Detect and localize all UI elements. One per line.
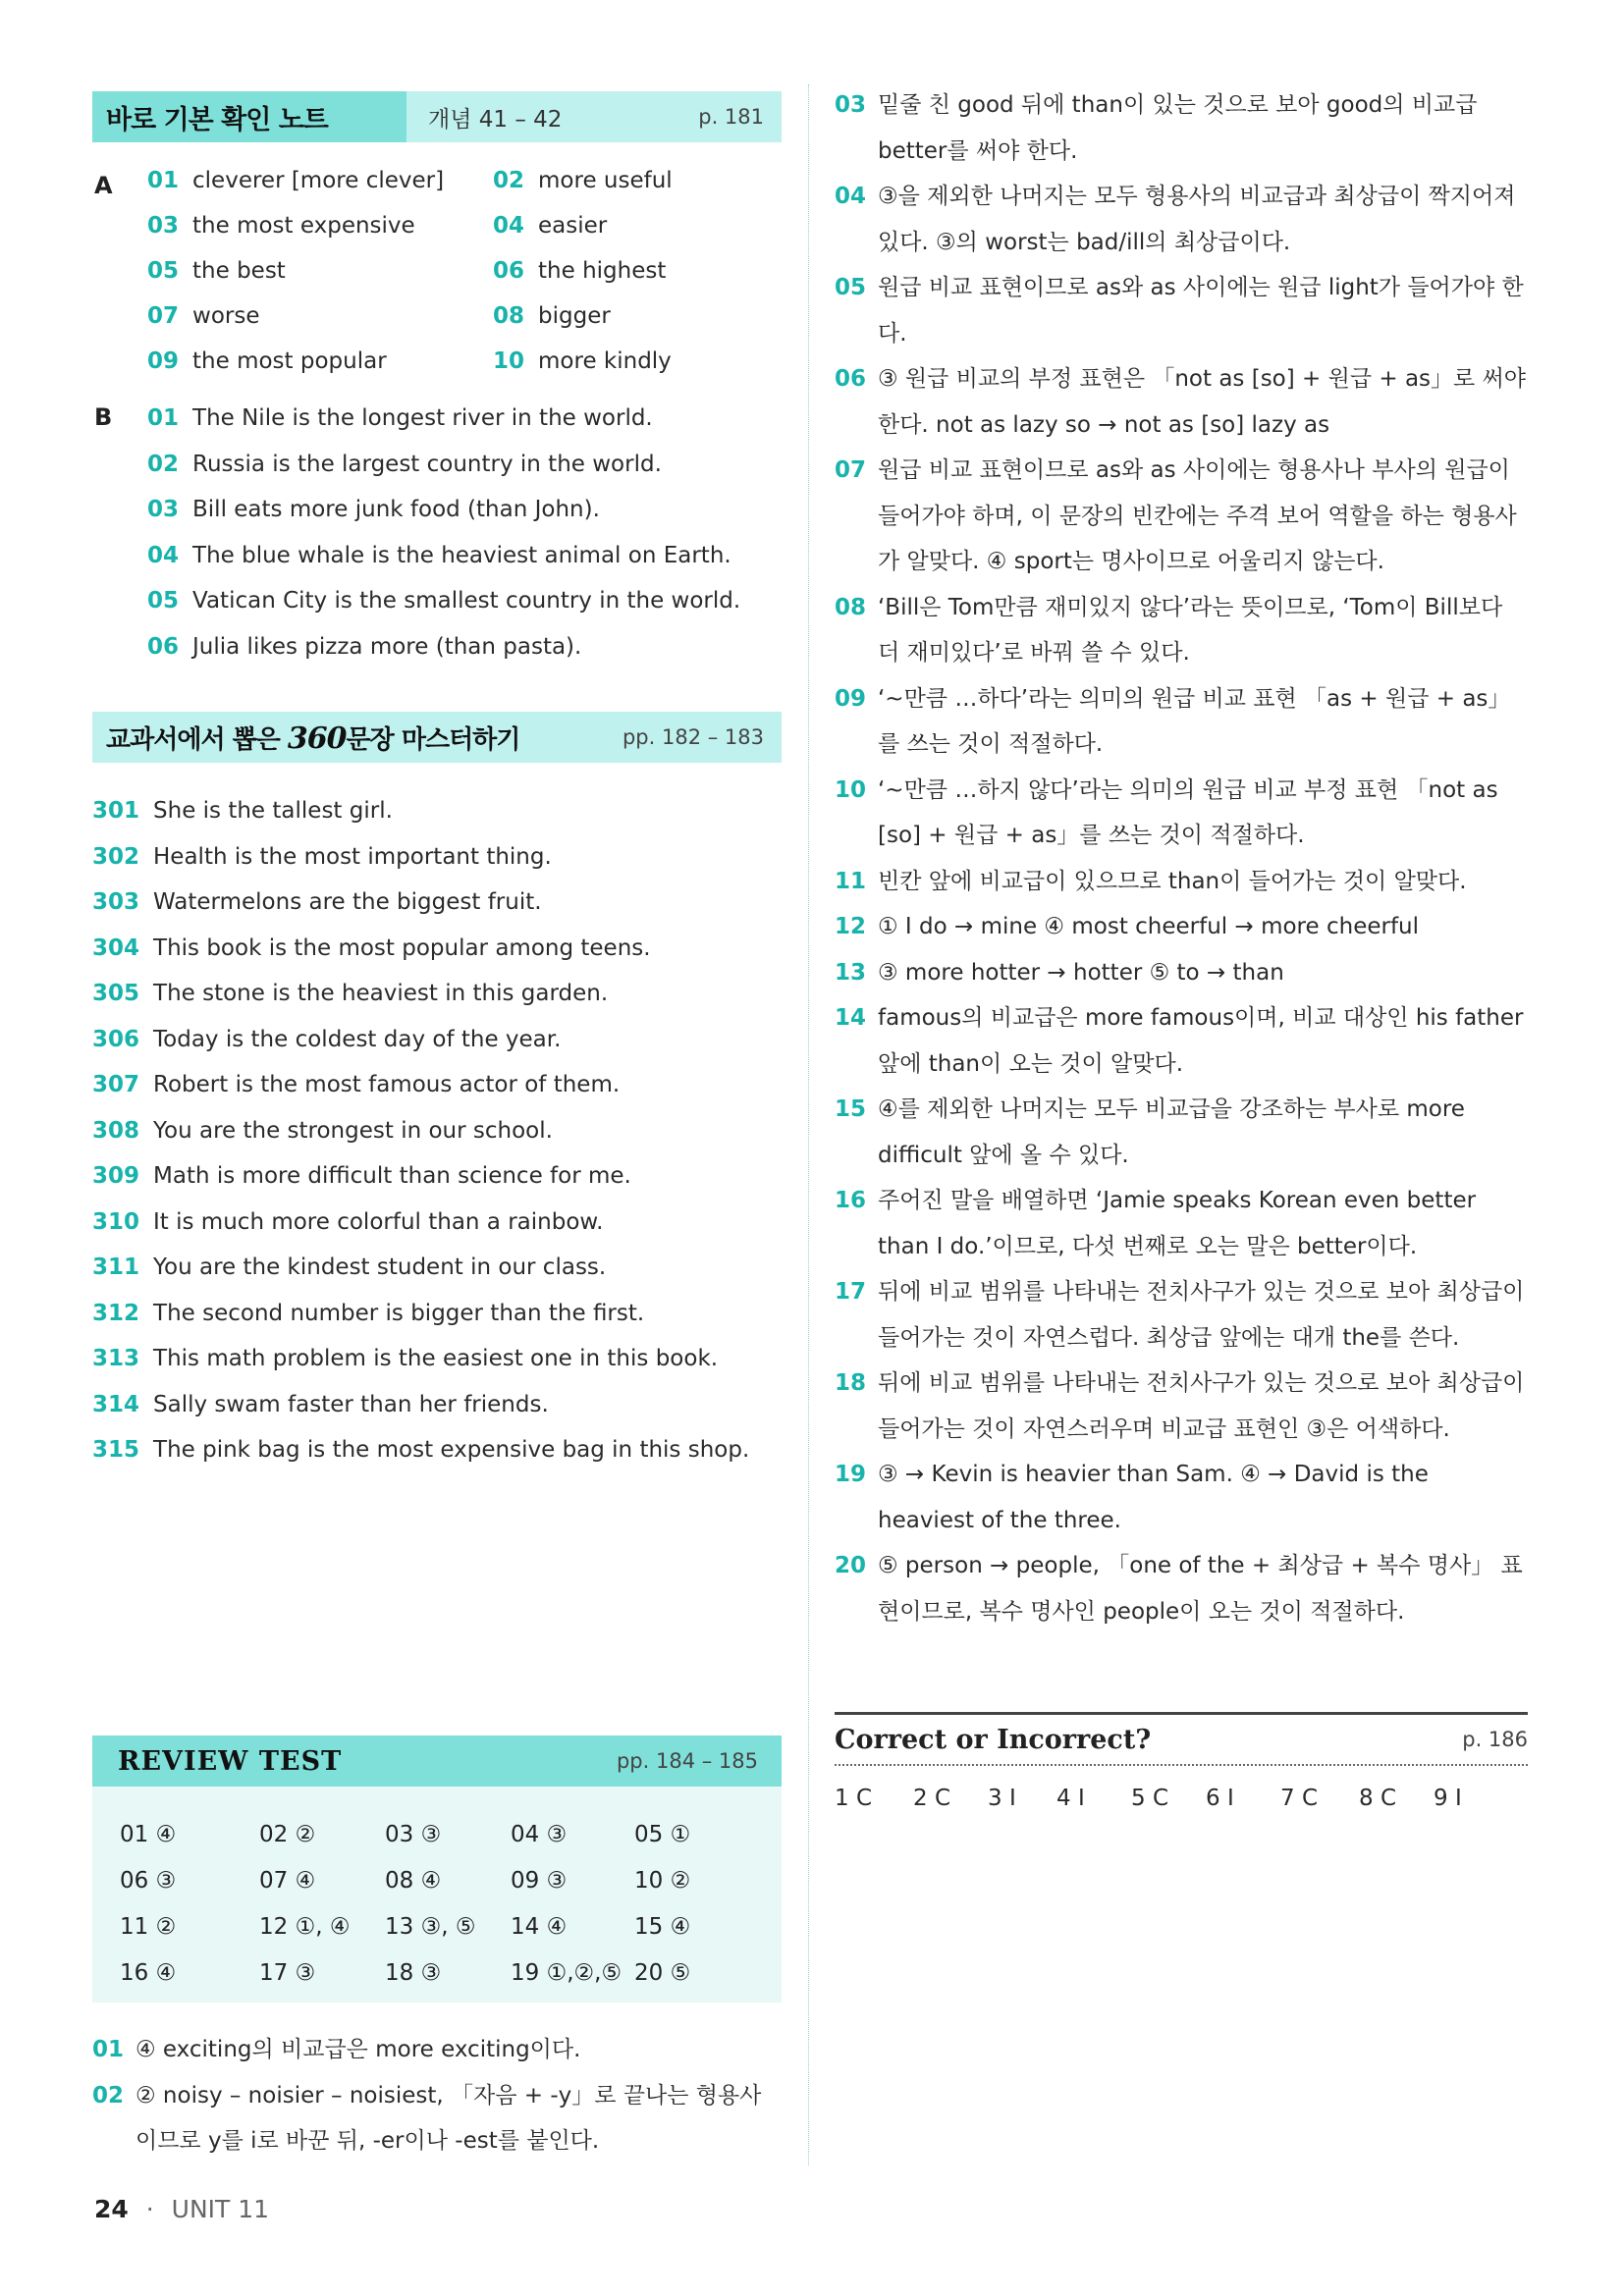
footer-separator: ·	[145, 2195, 154, 2223]
explanation-item: 03 밑줄 친 good 뒤에 than이 있는 것으로 보아 good의 비교급 better를 써야 한다.	[835, 92, 1478, 164]
review-answer: 01 ④	[120, 1822, 177, 1847]
correct-answer: 6 I	[1206, 1786, 1234, 1811]
review-answers	[92, 1787, 782, 2002]
correct-answer: 3 I	[988, 1786, 1016, 1811]
b-item: 04 The blue whale is the heaviest animal on Earth.	[147, 542, 731, 568]
b-item: 05 Vatican City is the smallest country in the world.	[147, 588, 741, 614]
a-item: 02 more useful	[493, 168, 673, 193]
b-item: 06 Julia likes pizza more (than pasta).	[147, 633, 582, 660]
basic-meta: 개념 41 – 42	[428, 106, 563, 133]
master-item: 305 The stone is the heaviest in this garden.	[92, 981, 609, 1006]
a-item: 04 easier	[493, 213, 608, 239]
review-answer: 20 ⑤	[634, 1960, 691, 1986]
a-item: 09 the most popular	[147, 348, 387, 374]
a-item: 10 more kindly	[493, 348, 672, 374]
correct-section	[835, 1712, 1528, 1811]
explanation-item: 01 ④ exciting의 비교급은 more exciting이다.	[92, 2037, 581, 2062]
explanation-item: 13 ③ more hotter → hotter ⑤ to → than	[835, 959, 1284, 986]
review-answer: 03 ③	[385, 1822, 442, 1847]
explanation-item: 09 ‘~만큼 …하다’라는 의미의 원급 비교 표현 「as + 원급 + as」를 쓰는 것이 적절하다.	[835, 685, 1511, 757]
master-item: 310 It is much more colorful than a rainbow.	[92, 1208, 604, 1235]
basic-header	[92, 91, 782, 142]
a-item: 06 the highest	[493, 258, 667, 284]
explanation-item: 15 ④를 제외한 나머지는 모두 비교급을 강조하는 부사로 more difficult 앞에 올 수 있다.	[835, 1096, 1465, 1168]
review-answer: 04 ③	[511, 1822, 568, 1847]
review-answer: 12 ①, ④	[259, 1914, 351, 1940]
explanation-item: 08 ‘Bill은 Tom만큼 재미있지 않다’라는 뜻이므로, ‘Tom이 Bill보다 더 재미있다’로 바꿔 쓸 수 있다.	[835, 594, 1503, 666]
correct-answer: 9 I	[1434, 1786, 1462, 1811]
section-a	[92, 168, 782, 392]
explanation-item: 04 ③을 제외한 나머지는 모두 형용사의 비교급과 최상급이 짝지어져 있다. ③의 worst는 bad/ill의 최상급이다.	[835, 184, 1516, 255]
column-divider	[808, 84, 809, 2165]
explanation-item: 16 주어진 말을 배열하면 ‘Jamie speaks Korean even better than I do.’이므로, 다섯 번째로 오는 말은 better이다.	[835, 1188, 1477, 1259]
master-page: pp. 182 – 183	[622, 725, 764, 749]
correct-answer: 4 I	[1056, 1786, 1085, 1811]
master-item: 309 Math is more difficult than science for me.	[92, 1163, 631, 1189]
master-item: 306 Today is the coldest day of the year.	[92, 1026, 562, 1052]
a-item: 05 the best	[147, 258, 286, 284]
section-b-letter: B	[94, 403, 113, 431]
b-item: 01 The Nile is the longest river in the world.	[147, 405, 653, 431]
review-answer: 18 ③	[385, 1960, 442, 1986]
master-item: 303 Watermelons are the biggest fruit.	[92, 889, 542, 915]
a-item: 07 worse	[147, 303, 260, 329]
review-answer: 02 ②	[259, 1822, 316, 1847]
review-answer: 09 ③	[511, 1868, 568, 1894]
left-column	[92, 91, 782, 1477]
correct-title: Correct or Incorrect?	[835, 1724, 1152, 1755]
review-answer: 10 ②	[634, 1868, 691, 1894]
explanation-item: 02 ② noisy – noisier – noisiest, 「자음 + -y」로 끝나는 형용사이므로 y를 i로 바꾼 뒤, -er이나 -est를 붙인다.	[92, 2082, 762, 2154]
review-answer: 05 ①	[634, 1822, 691, 1847]
correct-answer: 5 C	[1131, 1786, 1169, 1811]
master-item: 308 You are the strongest in our school.	[92, 1117, 553, 1144]
page-footer	[94, 2195, 269, 2223]
basic-page: p. 181	[698, 105, 764, 129]
explanation-item: 18 뒤에 비교 범위를 나타내는 전치사구가 있는 것으로 보아 최상급이 들어가는 것이 자연스러우며 비교급 표현인 ③은 어색하다.	[835, 1370, 1525, 1442]
correct-answer: 7 C	[1280, 1786, 1319, 1811]
explanation-item: 20 ⑤ person → people, 「one of the + 최상급 + 복수 명사」 표현이므로, 복수 명사인 people이 오는 것이 적절하다.	[835, 1553, 1523, 1625]
b-item: 02 Russia is the largest country in the world.	[147, 451, 662, 477]
a-item: 08 bigger	[493, 303, 611, 329]
explanation-item: 14 famous의 비교급은 more famous이며, 비교 대상인 his father 앞에 than이 오는 것이 알맞다.	[835, 1005, 1524, 1077]
review-answer: 07 ④	[259, 1868, 316, 1894]
master-item: 302 Health is the most important thing.	[92, 843, 552, 870]
review-answer: 15 ④	[634, 1914, 691, 1940]
correct-page: p. 186	[1462, 1728, 1528, 1751]
review-answer: 06 ③	[120, 1868, 177, 1894]
explanation-item: 12 ① I do → mine ④ most cheerful → more cheerful	[835, 914, 1420, 939]
correct-answer: 8 C	[1359, 1786, 1397, 1811]
correct-answer: 1 C	[835, 1786, 873, 1811]
review-answer: 16 ④	[120, 1960, 177, 1986]
basic-title: 바로 기본 확인 노트	[92, 91, 406, 142]
master-item: 315 The pink bag is the most expensive bag in this shop.	[92, 1437, 750, 1463]
explanation-item: 07 원급 비교 표현이므로 as와 as 사이에는 형용사나 부사의 원급이 들어가야 하며, 이 문장의 빈칸에는 주격 보어 역할을 하는 형용사가 알맞다. ④ sport는 명사이므로 어울리지 않는다.	[835, 457, 1517, 574]
review-explanations-left	[92, 2027, 782, 2164]
unit-label: UNIT 11	[171, 2195, 270, 2223]
review-answer: 14 ④	[511, 1914, 568, 1940]
master-title: 교과서에서 뽑은 360문장 마스터하기	[106, 721, 520, 756]
section-b	[92, 400, 782, 673]
master-item: 307 Robert is the most famous actor of them.	[92, 1072, 621, 1097]
section-a-letter: A	[94, 172, 113, 199]
correct-header	[835, 1712, 1528, 1766]
review-explanations-right	[835, 82, 1528, 1634]
master-item: 301 She is the tallest girl.	[92, 798, 393, 824]
page-number: 24	[94, 2195, 129, 2223]
review-answer: 17 ③	[259, 1960, 316, 1986]
review-answer: 19 ①,②,⑤	[511, 1960, 623, 1986]
master-item: 312 The second number is bigger than the first.	[92, 1300, 645, 1326]
master-item: 304 This book is the most popular among teens.	[92, 934, 651, 961]
right-column	[835, 82, 1528, 1634]
review-page: pp. 184 – 185	[616, 1749, 758, 1773]
review-box	[92, 1735, 782, 2164]
master-header	[92, 712, 782, 763]
review-answer: 11 ②	[120, 1914, 177, 1940]
review-header	[92, 1735, 782, 1787]
master-item: 313 This math problem is the easiest one in this book.	[92, 1346, 719, 1371]
explanation-item: 06 ③ 원급 비교의 부정 표현은 「not as [so] + 원급 + as」로 써야 한다. not as lazy so → not as [so] lazy as	[835, 366, 1526, 438]
correct-answer: 2 C	[913, 1786, 951, 1811]
master-item: 314 Sally swam faster than her friends.	[92, 1391, 549, 1417]
review-answer: 13 ③, ⑤	[385, 1914, 476, 1940]
explanation-item: 10 ‘~만큼 …하지 않다’라는 의미의 원급 비교 부정 표현 「not as [so] + 원급 + as」를 쓰는 것이 적절하다.	[835, 776, 1498, 848]
b-item: 03 Bill eats more junk food (than John).	[147, 497, 600, 522]
a-item: 03 the most expensive	[147, 213, 415, 239]
explanation-item: 11 빈칸 앞에 비교급이 있으므로 than이 들어가는 것이 알맞다.	[835, 868, 1467, 894]
explanation-item: 05 원급 비교 표현이므로 as와 as 사이에는 원급 light가 들어가야 한다.	[835, 275, 1524, 347]
master-item: 311 You are the kindest student in our class.	[92, 1255, 607, 1280]
explanation-item: 19 ③ → Kevin is heavier than Sam. ④ → David is the heaviest of the three.	[835, 1462, 1429, 1533]
a-item: 01 cleverer [more clever]	[147, 168, 445, 193]
review-title: REVIEW TEST	[118, 1745, 343, 1777]
review-answer: 08 ④	[385, 1868, 442, 1894]
explanation-item: 17 뒤에 비교 범위를 나타내는 전치사구가 있는 것으로 보아 최상급이 들어가는 것이 자연스럽다. 최상급 앞에는 대개 the를 쓴다.	[835, 1279, 1525, 1351]
master-list	[92, 792, 782, 1477]
correct-answers	[835, 1786, 1528, 1811]
